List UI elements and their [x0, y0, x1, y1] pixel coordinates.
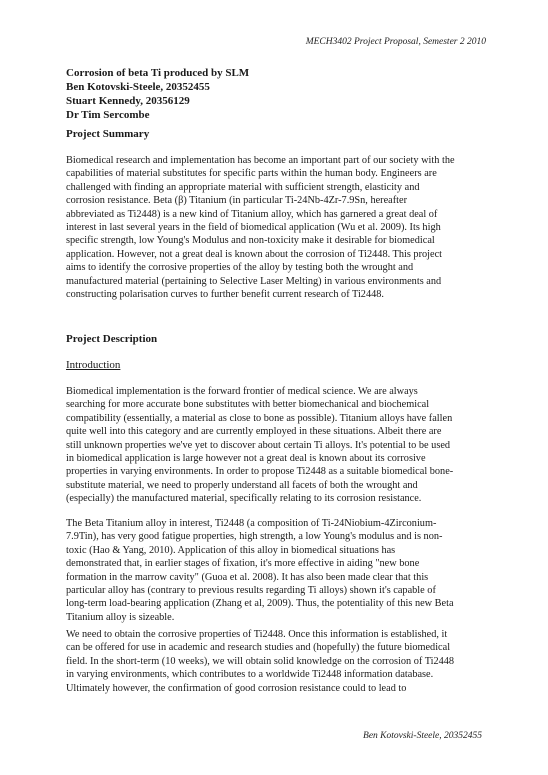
text-line: Biomedical research and implementation has become an important part of our society with the [66, 155, 455, 166]
description-heading: Project Description [66, 333, 158, 345]
text-line: corrosion resistance. Beta (β) Titanium (in particular Ti-24Nb-4Zr-7.9Sn, hereafter [66, 195, 408, 207]
summary-heading: Project Summary [66, 128, 150, 140]
text-line: challenged with finding an appropriate material with sufficient strength, elasticity and [66, 181, 420, 193]
supervisor: Dr Tim Sercombe [66, 109, 150, 121]
introduction-paragraph-1 [66, 385, 486, 506]
text-line: interest in last several years in the field of biomedical application (Wu et al. 2009). Its high [66, 222, 441, 234]
text-line: 7.9Tin), has very good fatigue properties, high strength, a low Young's modulus and is non- [66, 531, 443, 543]
text-line: capabilities of material substitutes for specific parts within the human body. Engineers are [66, 168, 437, 180]
text-line: quite well into this category and are currently employed in these situations. Albeit there are [66, 426, 442, 438]
text-line: abbreviated as Ti2448) is a new kind of Titanium alloy, which has garnered a great deal of [66, 208, 438, 220]
text-line: Biomedical implementation is the forward frontier of medical science. We are always [66, 386, 418, 397]
text-line: manufactured material (pertaining to Selective Laser Melting) in various environments and [66, 275, 442, 287]
text-line: Ultimately however, the confirmation of good corrosion resistance could to lead to [66, 682, 407, 694]
text-line: (especially) the manufactured material, specifically relating to its corrosion resistance. [66, 493, 422, 505]
document-title: Corrosion of beta Ti produced by SLM [66, 67, 250, 79]
text-line: We need to obtain the corrosive properties of Ti2448. Once this information is established, it [66, 629, 448, 640]
text-line: constructing polarisation curves to further benefit current research of Ti2448. [66, 289, 384, 301]
introduction-heading: Introduction [66, 359, 121, 371]
text-line: substitute material, we need to properly understand all facets of both the wrought and [66, 479, 418, 491]
page-header: MECH3402 Project Proposal, Semester 2 2010 [305, 37, 486, 47]
text-line: formation in the marrow cavity" (Guoa et al. 2008). It has also been made clear that this [66, 571, 429, 583]
text-line: still unknown properties we've yet to discover about certain Ti alloys. It's potential to be used [66, 439, 451, 451]
text-line: specific strength, low Young's Modulus and non-toxicity make it desirable for biomedical [66, 235, 435, 247]
author-1: Ben Kotovski-Steele, 20352455 [66, 81, 210, 93]
introduction-paragraph-3 [66, 628, 486, 695]
page-footer: Ben Kotovski-Steele, 20352455 [363, 731, 482, 741]
author-2: Stuart Kennedy, 20356129 [66, 95, 190, 107]
text-line: The Beta Titanium alloy in interest, Ti2448 (a composition of Ti-24Niobium-4Zirconium- [66, 518, 437, 529]
introduction-paragraph-2 [66, 517, 486, 624]
text-line: field. In the short-term (10 weeks), we will obtain solid knowledge on the corrosion of Ti2448 [66, 655, 455, 667]
text-line: particular alloy has (contrary to previous results regarding Ti alloys) shown it's capable of [66, 585, 436, 597]
text-line: can be offered for use in academic and research studies and (hopefully) the future biomedical [66, 642, 451, 654]
text-line: in biomedical application is large however not a great deal is known about its corrosive [66, 453, 426, 465]
text-line: properties in varying environments. In order to propose Ti2448 as a suitable biomedical bone- [66, 466, 454, 478]
text-line: demonstrated that, in earlier stages of fixation, it's more effective in aiding "new bone [66, 558, 420, 570]
text-line: compatibility (essentially, a material as close to bone as possible). Titanium alloys have fallen [66, 412, 453, 424]
text-line: Titanium alloy is sizeable. [66, 611, 175, 623]
text-line: in varying environments, which contributes to a worldwide Ti2448 information database. [66, 669, 434, 681]
title-block [66, 66, 249, 122]
summary-paragraph [66, 154, 486, 301]
text-line: searching for more accurate bone substitutes with better biomechanical and biochemical [66, 399, 430, 411]
text-line: long-term load-bearing application (Zhang et al, 2009). Thus, the potentiality of this new Beta [66, 598, 454, 610]
text-line: application. However, not a great deal is known about the corrosion of Ti2448. This project [66, 248, 443, 260]
text-line: aims to identify the corrosive properties of the alloy by testing both the wrought and [66, 262, 414, 274]
text-line: toxic (Hao & Yang, 2010). Application of this alloy in biomedical situations has [66, 544, 396, 556]
